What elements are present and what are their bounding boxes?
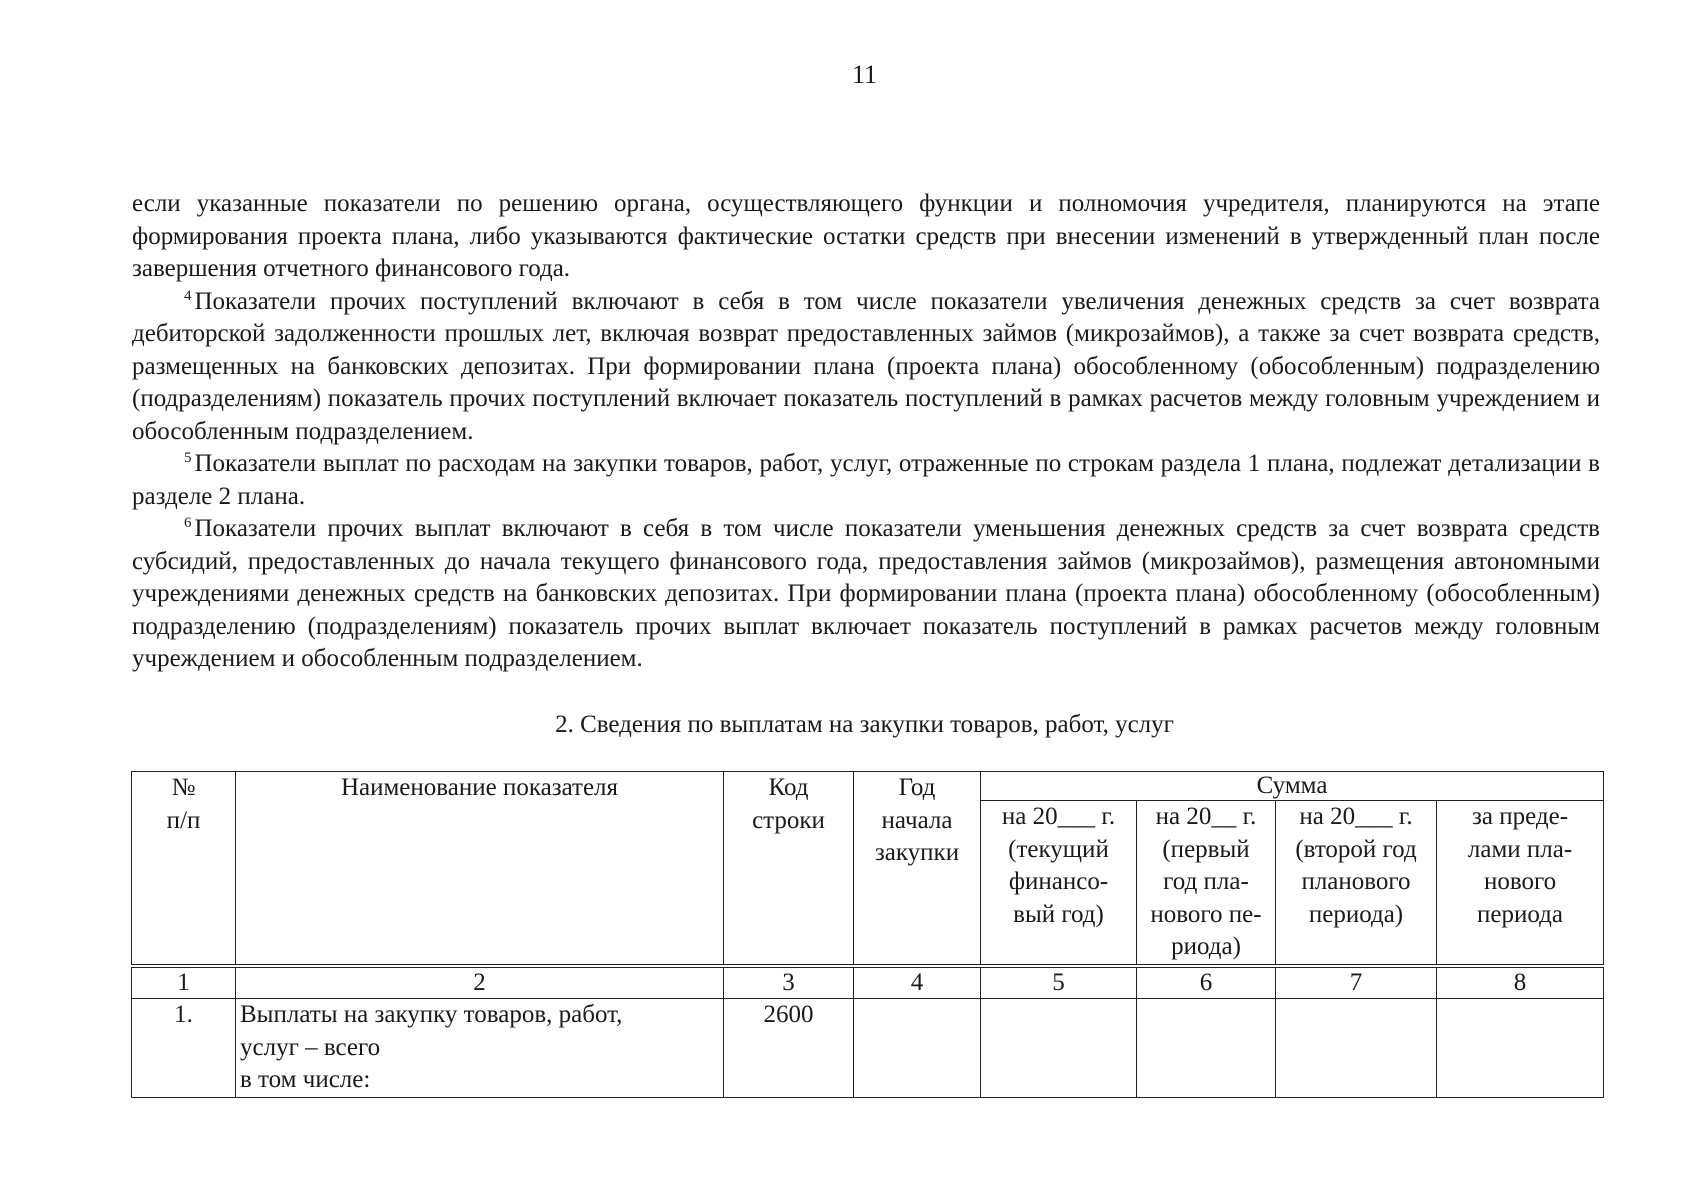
header-num: № п/п — [132, 772, 236, 967]
row-value-second-plan-year — [1276, 999, 1437, 1098]
header-year: Год начала закупки — [854, 772, 981, 967]
header-code: Код строки — [724, 772, 854, 967]
footnotes — [132, 188, 1600, 676]
footnote-text: Показатели прочих выплат включают в себя в том числе показатели уменьшения денежных средств за счет возврата средств субсидий, предоставленных до начала текущего финансового года, предоставления займов (микрозаймов), размещения автономными учреждениями денежных средств на банковских депозитах. При формировании плана (проекта плана) обособленному (обособленным) подразделению (подразделениям) показатель прочих выплат включает показатель поступлений в рамках расчетов между головным учреждением и обособленным подразделением. — [132, 515, 1600, 672]
header-sum: Сумма — [981, 772, 1604, 801]
column-numbers-row — [132, 966, 1604, 999]
header-sum-second-plan-year: на 20___ г. (второй год планового периода) — [1276, 801, 1437, 967]
column-number: 7 — [1276, 966, 1437, 999]
footnote-text: Показатели выплат по расходам на закупки товаров, работ, услуг, отраженные по строкам раздела 1 плана, подлежат детализации в разделе 2 плана. — [132, 450, 1600, 510]
header-name: Наименование показателя — [236, 772, 724, 967]
footnote-mark: 5 — [184, 450, 192, 466]
section-title: 2. Сведения по выплатам на закупки товаров, работ, услуг — [555, 711, 1174, 738]
column-number: 4 — [854, 966, 981, 999]
footnote-mark: 4 — [184, 287, 192, 304]
header-sum-current-year: на 20___ г. (текущий финансо- вый год) — [981, 801, 1137, 967]
footnote-paragraph — [132, 513, 1600, 676]
row-year — [854, 999, 981, 1098]
footnote-mark: 6 — [184, 515, 192, 531]
footnote-text: если указанные показатели по решению органа, осуществляющего функции и полномочия учредителя, планируются на этапе формирования проекта плана, либо указываются фактические остатки средств при внесении изменений в утвержденный план после завершения отчетного финансового года. — [132, 190, 1600, 282]
header-sum-beyond-plan: за преде- лами пла- нового периода — [1437, 801, 1604, 967]
purchases-table — [131, 771, 1604, 1098]
page-number: 11 — [851, 60, 878, 89]
column-number: 6 — [1137, 966, 1276, 999]
column-number: 5 — [981, 966, 1137, 999]
row-value-first-plan-year — [1137, 999, 1276, 1098]
footnote-paragraph — [132, 188, 1600, 286]
row-code: 2600 — [724, 999, 854, 1098]
footnote-paragraph — [132, 286, 1600, 449]
footnote-paragraph — [132, 448, 1600, 513]
table-row — [132, 999, 1604, 1098]
column-number: 3 — [724, 966, 854, 999]
column-number: 1 — [132, 966, 236, 999]
footnote-text: Показатели прочих поступлений включают в себя в том числе показатели увеличения денежных средств за счет возврата дебиторской задолженности прошлых лет, включая возврат предоставленных займов (микрозаймов), а также за счет возврата средств, размещенных на банковских депозитах. При формировании плана (проекта плана) обособленному (обособленным) подразделению (подразделениям) показатель прочих поступлений включает показатель поступлений в рамках расчетов между головным учреждением и обособленным подразделением. — [132, 287, 1600, 445]
column-number: 8 — [1437, 966, 1604, 999]
row-value-current-year — [981, 999, 1137, 1098]
row-name: Выплаты на закупку товаров, работ, услуг – всего в том числе: — [236, 999, 724, 1098]
row-number: 1. — [132, 999, 236, 1098]
header-sum-first-plan-year: на 20__ г. (первый год пла- нового пе- риода) — [1137, 801, 1276, 967]
column-number: 2 — [236, 966, 724, 999]
row-value-beyond-plan — [1437, 999, 1604, 1098]
